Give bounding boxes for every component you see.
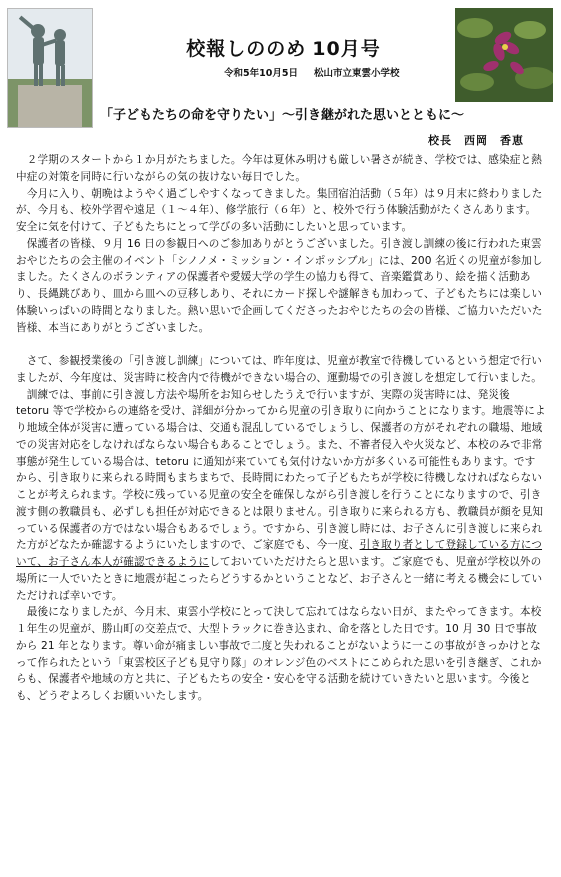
statue-photo	[7, 8, 93, 128]
paragraph-3: 保護者の皆様、９月 16 日の参観日へのご参加ありがとうございました。引き渡し訓練の後に行われた東雲おやじたちの会主催のイベント「シノノメ・ミッション・インポッシブル」には、200 名近くの児童が参加しました。たくさんのボランティアの保護者や愛媛大学の学生の協力も得て、音楽鑑賞あり、絵を描く活動あり、長縄跳びあり、皿から皿への豆移しあり、それにカード探しや謎解きも加わって、子どもたちには楽しい体験いっぱいの時間となりました。熱い思いで企画してくださったおやじたちの会の皆様、ご協力いただいた皆様、本当にありがとうございました。	[16, 237, 543, 334]
article-author: 校長 西岡 香恵	[428, 134, 524, 147]
title-text: 校報しののめ	[186, 38, 307, 60]
school-name: 松山市立東雲小学校	[313, 68, 400, 79]
issue-text: 10月号	[312, 38, 381, 60]
paragraph-6: 最後になりましたが、今月末、東雲小学校にとって決して忘れてはならない日が、またやってきます。本校１年生の児童が、勝山町の交差点で、大型トラックに巻き込まれ、命を落とした日です。10 月 30 日で事故から 21 年となります。尊い命が痛ましい事故で二度と失われることがないように一この事故がきっかけとなって作られたという「東雲校区子ども見守り隊」のオレンジ色のベストにこめられた思いを引き継ぎ、これからも、保護者や地域の方と共に、子どもたちの安全・安心を守る活動を続けていきたいと思います。今後とも、どうぞよろしくお願いいたします。	[16, 606, 542, 702]
article-body	[16, 152, 546, 705]
paragraph-5-underlined: 引き取り者として登録している方について、お子さん本人が確認できるように	[16, 539, 543, 568]
issue-date: 令和5年10月5日	[224, 68, 298, 79]
paragraph-5-text-b: しておいていただけたらと思います。ご家庭でも、児童が学校以外の場所に一人でいたときに地震が起こったらどうするかということなど、お子さんと一緒に考える機会にしていただければ幸いです。	[16, 556, 543, 602]
paragraph-spacer	[16, 336, 546, 353]
paragraph-5	[16, 387, 546, 605]
newsletter-title	[0, 34, 561, 61]
paragraph-4: さて、参観授業後の「引き渡し訓練」については、昨年度は、児童が教室で待機しているという想定で行いましたが、今年度は、災害時に校舎内で待機ができない場合の、運動場での引き渡しを想定して行いました。	[16, 355, 543, 384]
paragraph-5-text-a: 訓練では、事前に引き渡し方法や場所をお知らせしたうえで行いますが、実際の災害時には、発災後 tetoru 等で学校からの連絡を受け、詳細が分かってから児童の引き取りに向かうことになります。地震等により地域全体が災害に遭っている場合は、交通も混乱しているでしょうし、保護者の方がそれぞれの職場、地域での災害対応をしなければならない場合もあることでしょう。また、不審者侵入や火災など、本校のみで非常事態が発生している場合は、tetoru に通知が来ていても気付けないか方が多くいる可能性もあります。ですから、引き取りに来られる時間もまちまちで、長時間にわたって子どもたちが学校に待機しなければならないことが考えられます。学校に残っている児童の安全を確保しながら引き渡しを行うことになりますので、引き渡す側の教職員も、必ずしも担任が対応できるとは限りません。引き取りに来られる方も、教職員が顔を見知っている保護者の方ではない場合もあるでしょう。ですから、引き渡し時には、お子さんに引き渡しに来られた方がどなたか確認するようにいたしますので、ご家庭でも、今一度、	[16, 388, 546, 552]
paragraph-2: 今月に入り、朝晩はようやく過ごしやすくなってきました。集団宿泊活動（５年）は９月末に終わりましたが、今月も、校外学習や遠足（１～４年）、修学旅行（６年）と、校外で行う体験活動がたくさんあります。安全に気を付けて、子どもたちにとって学びの多い活動にしたいと思っています。	[16, 187, 543, 233]
article-headline: 「子どもたちの命を守りたい」～引き継がれた思いとともに～	[100, 108, 465, 123]
dateline	[224, 65, 399, 79]
paragraph-1: ２学期のスタートから１か月がたちました。今年は夏休み明けも厳しい暑さが続き、学校では、感染症と熱中症の対策を同時に行いながらの気の抜けない毎日でした。	[16, 154, 543, 183]
